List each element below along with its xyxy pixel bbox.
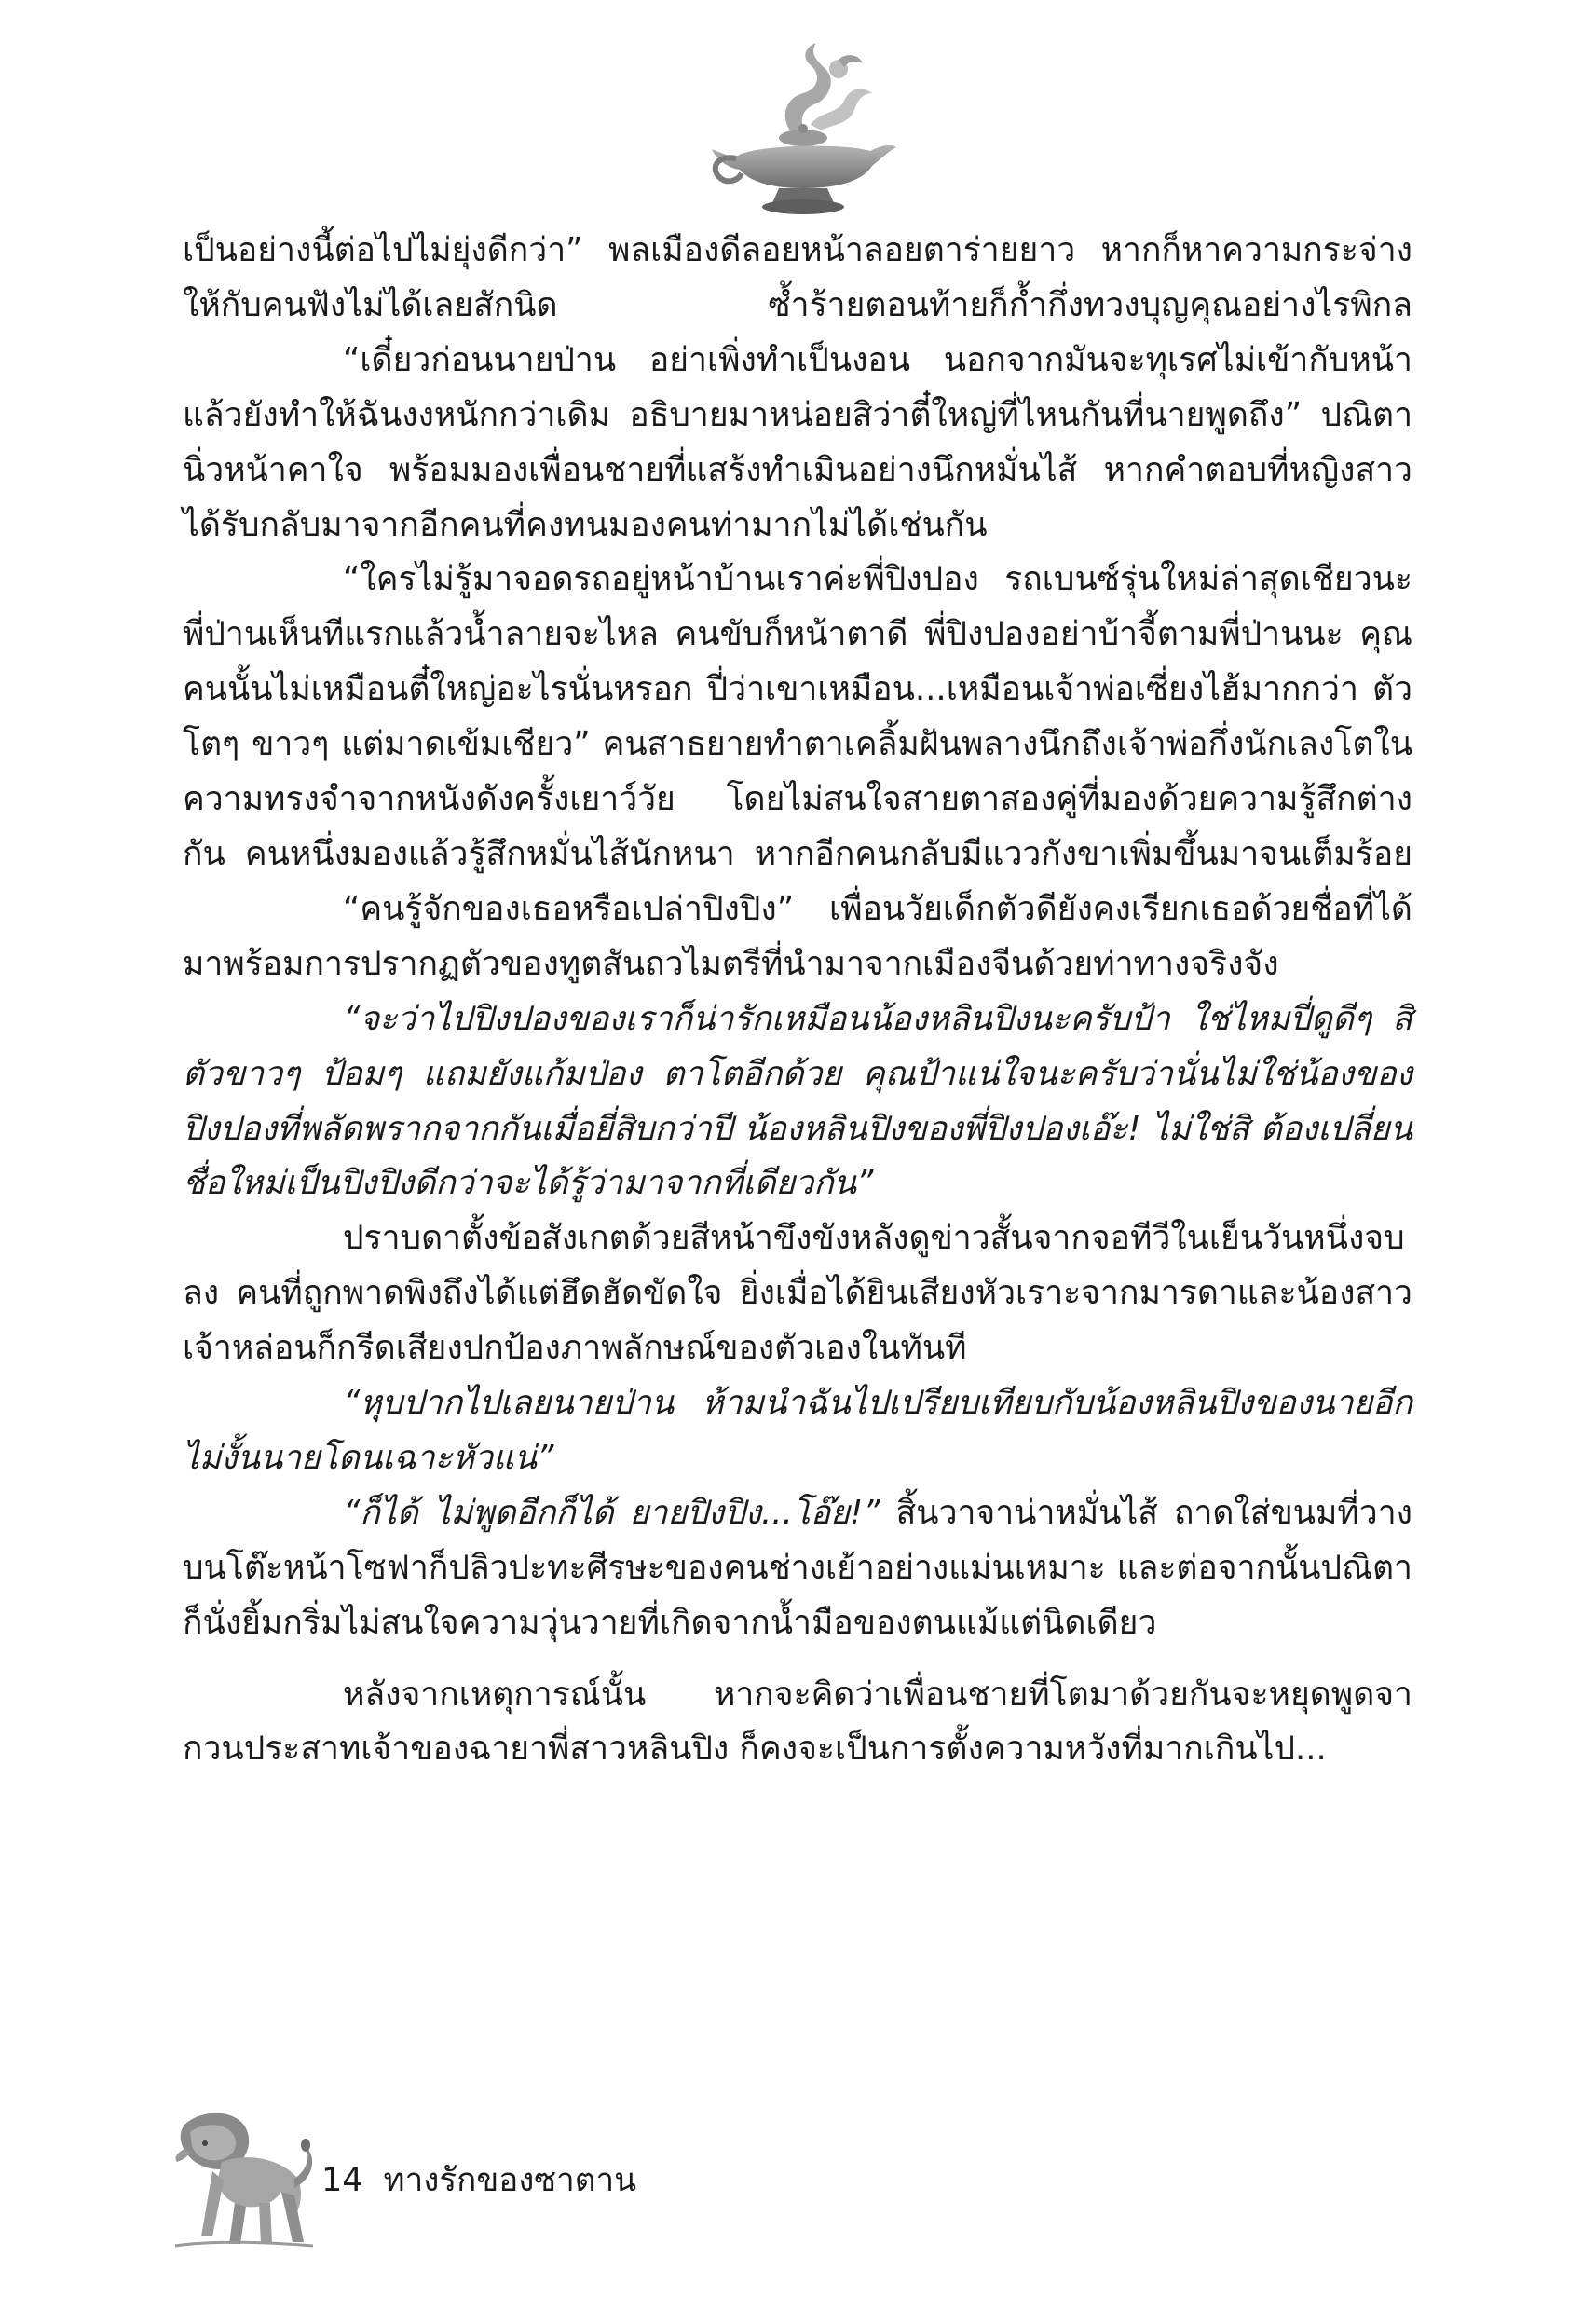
paragraph: “ใครไม่รู้มาจอดรถอยู่หน้าบ้านเราค่ะพี่ปิงปอง รถเบนซ์รุ่นใหม่ล่าสุดเชียวนะ พี่ป่านเห็นทีแรกแล้วน้ำลายจะไหล คนขับก็หน้าตาดี พี่ปิงปองอย่าบ้าจี้ตามพี่ป่านนะ คุณคนนั้นไม่เหมือนตี๋ใหญ่อะไรนั่นหรอก ปี่ว่าเขาเหมือน...เหมือนเจ้าพ่อเซี่ยงไฮ้มากกว่า ตัวโตๆ ขาวๆ แต่มาดเข้มเชียว” คนสาธยายทำตาเคลิ้มฝันพลางนึกถึงเจ้าพ่อกึ่งนักเลงโตในความทรงจำจากหนังดังครั้งเยาว์วัย โดยไม่สนใจสายตาสองคู่ที่มองด้วยความรู้สึกต่างกัน คนหนึ่งมองแล้วรู้สึกหมั่นไส้นักหนา หากอีกคนกลับมีแววกังขาเพิ่มขึ้นมาจนเต็มร้อย [183, 560, 1412, 873]
paragraph-italic: “จะว่าไปปิงปองของเราก็น่ารักเหมือนน้องหลินปิงนะครับป้า ใช่ไหมปี่ดูดีๆ สิ ตัวขาวๆ ป้อมๆ แถมยังแก้มป่อง ตาโตอีกด้วย คุณป้าแน่ใจนะครับว่านั่นไม่ใช่น้องของปิงปองที่พลัดพรากจากกันเมื่อยี่สิบกว่าปี น้องหลินปิงของพี่ปิงปองเอ๊ะ! ไม่ใช่สิ ต้องเปลี่ยนชื่อใหม่เป็นปิงปิงดีกว่าจะได้รู้ว่ามาจากที่เดียวกัน” [183, 999, 1412, 1203]
page-footer [321, 2160, 636, 2201]
magic-lamp-icon [699, 28, 904, 228]
paragraph: “เดี๋ยวก่อนนายป่าน อย่าเพิ่งทำเป็นงอน นอกจากมันจะทุเรศไม่เข้ากับหน้าแล้วยังทำให้ฉันงงหนักกว่าเดิม อธิบายมาหน่อยสิว่าตี๋ใหญ่ที่ไหนกันที่นายพูดถึง” ปณิตานิ่วหน้าคาใจ พร้อมมองเพื่อนชายที่แสร้งทำเมินอย่างนึกหมั่นไส้ หากคำตอบที่หญิงสาวได้รับกลับมาจากอีกคนที่คงทนมองคนท่ามากไม่ได้เช่นกัน [183, 340, 1412, 544]
paragraph: “คนรู้จักของเธอหรือเปล่าปิงปิง” เพื่อนวัยเด็กตัวดียังคงเรียกเธอด้วยชื่อที่ได้มาพร้อมการปรากฏตัวของทูตสันถวไมตรีที่นำมาจากเมืองจีนด้วยท่าทางจริงจัง [183, 889, 1412, 983]
paragraph: ปราบดาตั้งข้อสังเกตด้วยสีหน้าขึงขังหลังดูข่าวสั้นจากจอทีวีในเย็นวันหนึ่งจบลง คนที่ถูกพาดพิงถึงได้แต่ฮึดฮัดขัดใจ ยิ่งเมื่อได้ยินเสียงหัวเราะจากมารดาและน้องสาว เจ้าหล่อนก็กรีดเสียงปกป้องภาพลักษณ์ของตัวเองในทันที [183, 1219, 1412, 1368]
dialogue-italic: “ก็ได้ ไม่พูดอีกก็ได้ ยายปิงปิง...โอ๊ย!” [343, 1493, 880, 1532]
page-number: 14 [321, 2162, 363, 2199]
narration: สิ้นวาจาน่าหมั่นไส้ ถาดใส่ขนมที่วางบนโต๊ะหน้าโซฟาก็ปลิวปะทะศีรษะของคนช่างเย้าอย่างแม่นเหมาะ และต่อจากนั้นปณิตาก็นั่งยิ้มกริ่มไม่สนใจความวุ่นวายที่เกิดจากน้ำมือของตนแม้แต่นิดเดียว [183, 1493, 1412, 1642]
body-text [183, 224, 1412, 1777]
lion-icon [157, 2106, 315, 2255]
paragraph: เป็นอย่างนี้ต่อไปไม่ยุ่งดีกว่า” พลเมืองดีลอยหน้าลอยตาร่ายยาว หากก็หาความกระจ่างให้กับคนฟังไม่ได้เลยสักนิด ซ้ำร้ายตอนท้ายก็ก้ำกึ่งทวงบุญคุณอย่างไรพิกล [183, 231, 1412, 324]
paragraph [183, 1486, 1412, 1651]
book-title: ทางรักของซาตาน [383, 2162, 637, 2199]
paragraph-italic: “หุบปากไปเลยนายป่าน ห้ามนำฉันไปเปรียบเทียบกับน้องหลินปิงของนายอีก ไม่งั้นนายโดนเฉาะหัวแน่” [183, 1384, 1412, 1477]
paragraph: หลังจากเหตุการณ์นั้น หากจะคิดว่าเพื่อนชายที่โตมาด้วยกันจะหยุดพูดจากวนประสาทเจ้าของฉายาพี่สาวหลินปิง ก็คงจะเป็นการตั้งความหวังที่มากเกินไป... [183, 1675, 1412, 1769]
